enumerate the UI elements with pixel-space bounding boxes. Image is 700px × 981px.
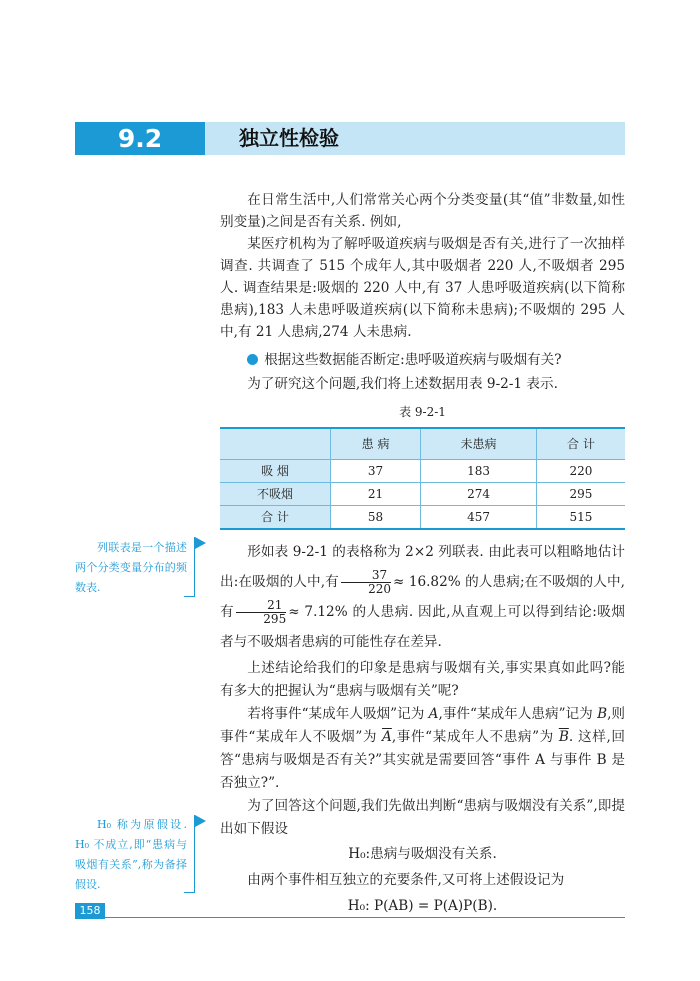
hypothesis-h0: H₀:患病与吸烟没有关系.	[348, 846, 497, 862]
paragraph-table-intro: 为了研究这个问题,我们将上述数据用表 9-2-1 表示.	[247, 376, 558, 392]
table-row-label: 吸 烟	[220, 460, 331, 483]
text: . 这样,回答“患病与吸烟是否有关?”其实就是需要回答“事件 A 与事件 B 是否独立?”.	[220, 729, 625, 791]
note-rule	[194, 815, 195, 893]
text: ,事件“某成年人患病”记为	[438, 706, 598, 722]
text: 形如表 9-2-1 的表格称为 2×2 列联表. 由此表可以粗略地估计出:在吸烟的人中,有	[220, 544, 625, 590]
table-header-cell: 合 计	[536, 428, 625, 460]
margin-note-contingency	[75, 538, 187, 598]
table-cell: 515	[536, 506, 625, 530]
table-cell: 220	[536, 460, 625, 483]
paragraph-hypothesis: 为了回答这个问题,我们先做出判断“患病与吸烟没有关系”,即提出如下假设	[220, 798, 625, 837]
table-cell: 274	[421, 483, 537, 506]
denominator: 220	[368, 582, 391, 596]
paragraph-events	[220, 703, 625, 795]
table-cell: 295	[536, 483, 625, 506]
section-heading	[75, 122, 625, 155]
text: 若将事件“某成年人吸烟”记为	[247, 706, 429, 722]
main-text	[220, 189, 625, 530]
table-header-cell: 未患病	[421, 428, 537, 460]
question	[220, 349, 625, 371]
table-cell: 37	[331, 460, 421, 483]
note-text: H₀ 称为原假设. H₀ 不成立,即“患病与吸烟有关系”,称为备择假设.	[75, 818, 187, 891]
paragraph-question: 上述结论给我们的印象是患病与吸烟有关,事实果真如此吗?能有多大的把握认为“患病与吸烟有关”呢?	[220, 660, 625, 699]
table-cell: 183	[421, 460, 537, 483]
hypothesis-formula: H₀: P(AB) = P(A)P(B).	[347, 898, 498, 914]
paragraph-survey: 某医疗机构为了解呼吸道疾病与吸烟是否有关,进行了一次抽样调查. 共调查了 515 个成年人,其中吸烟者 220 人,不吸烟者 295 人. 调查结果是:吸烟的 220 人中,有 37 人患呼吸道疾病(以下简称患病),183 人未患呼吸道疾病(以下简称未患病);不吸烟的 295 人中,有 21 人患病,274 人未患病.	[220, 236, 625, 340]
numerator: 37	[341, 569, 391, 583]
table-row	[220, 506, 625, 530]
fraction-21-295	[236, 599, 286, 626]
symbol-b-bar: $\overline{B}$	[558, 729, 569, 745]
flag-icon	[195, 815, 206, 827]
denominator: 295	[263, 612, 287, 626]
note-rule	[184, 596, 195, 597]
table-caption: 表 9-2-1	[399, 405, 446, 419]
contingency-table	[220, 427, 625, 530]
symbol-a: A	[428, 706, 439, 722]
paragraph-independence: 由两个事件相互独立的充要条件,又可将上述假设记为	[247, 872, 565, 888]
table-cell	[220, 428, 331, 460]
table-cell: 457	[421, 506, 537, 530]
table-row-label: 不吸烟	[220, 483, 331, 506]
symbol-b: B	[597, 706, 608, 722]
table-header-cell: 患 病	[331, 428, 421, 460]
symbol-a-bar: $\overline{A}$	[382, 729, 392, 745]
table-row	[220, 460, 625, 483]
note-rule	[194, 537, 195, 597]
footer-rule	[105, 917, 625, 918]
table-row	[220, 483, 625, 506]
table-row-label: 合 计	[220, 506, 331, 530]
text: ,事件“某成年人不患病”为	[391, 729, 559, 745]
flag-icon	[195, 537, 206, 549]
question-text: 根据这些数据能否断定:患呼吸道疾病与吸烟有关?	[264, 352, 562, 368]
text: ,则事件“某成年人不吸烟”为	[220, 706, 626, 745]
section-title: 独立性检验	[239, 126, 339, 150]
text: ≈ 16.82% 的人患病;在不吸烟的人中,有	[220, 574, 626, 620]
table-cell: 21	[331, 483, 421, 506]
page-number: 158	[75, 903, 105, 919]
table-cell: 58	[331, 506, 421, 530]
margin-note-hypothesis	[75, 815, 187, 895]
paragraph-estimate	[220, 537, 625, 657]
table-header-row	[220, 428, 625, 460]
bullet-icon	[247, 354, 258, 365]
fraction-37-220	[341, 569, 391, 596]
section-number: 9.2	[75, 122, 205, 155]
note-text: 列联表是一个描述两个分类变量分布的频数表.	[75, 541, 187, 594]
paragraph-intro: 在日常生活中,人们常常关心两个分类变量(其“值”非数量,如性别变量)之间是否有关系. 例如,	[220, 192, 625, 230]
analysis-text	[220, 537, 625, 918]
numerator: 21	[236, 599, 286, 613]
text: ≈ 7.12% 的人患病. 因此,从直观上可以得到结论:吸烟者与不吸烟者患病的可能性存在差异.	[220, 604, 625, 650]
note-rule	[184, 892, 195, 893]
